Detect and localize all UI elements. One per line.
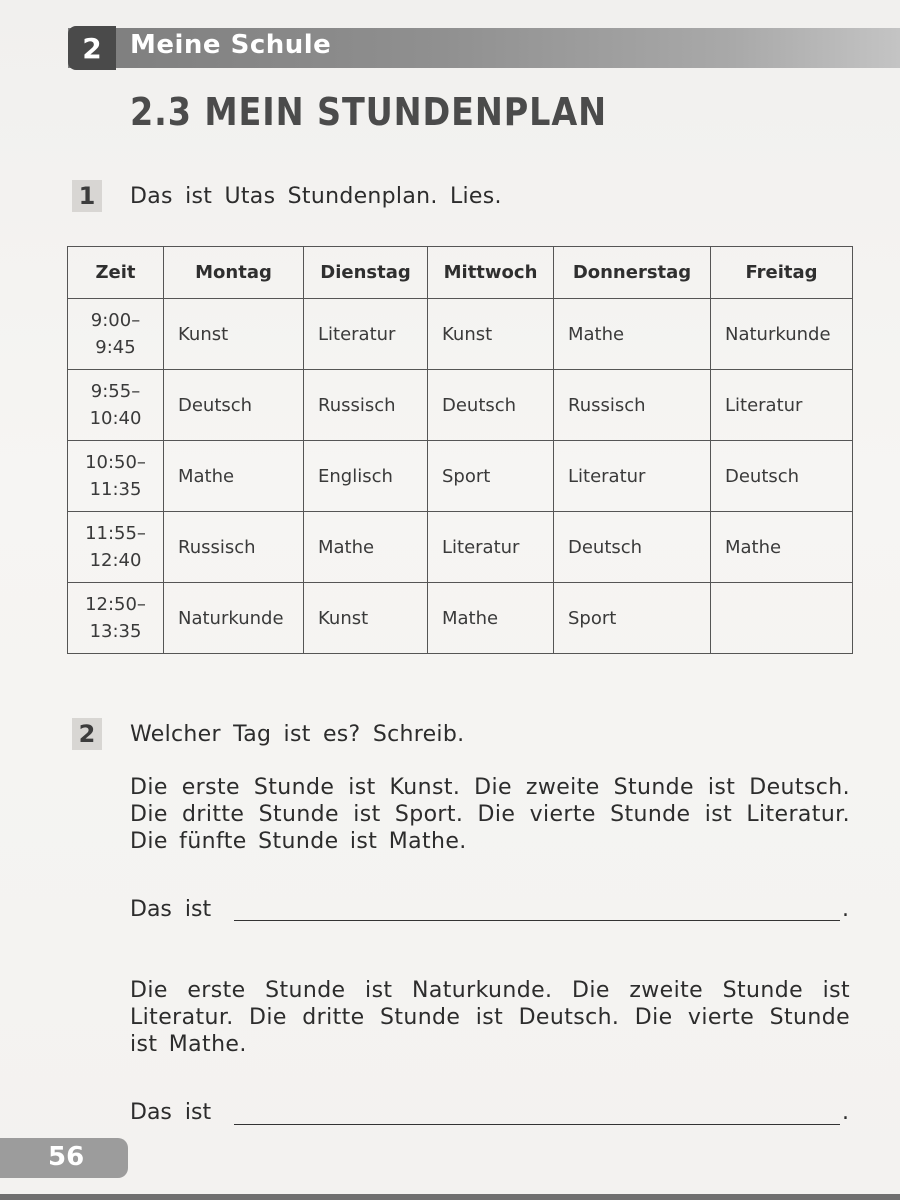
subject-cell: Mathe bbox=[554, 299, 711, 370]
header-zeit: Zeit bbox=[68, 247, 164, 299]
subject-cell: Naturkunde bbox=[164, 583, 304, 654]
chapter-title: Meine Schule bbox=[130, 30, 332, 60]
exercise-2-number: 2 bbox=[72, 718, 102, 750]
exercise-1-instruction: Das ist Utas Stundenplan. Lies. bbox=[130, 184, 502, 209]
subject-cell: Russisch bbox=[554, 370, 711, 441]
subject-cell: Russisch bbox=[304, 370, 428, 441]
table-row bbox=[68, 512, 853, 583]
subject-cell: Kunst bbox=[304, 583, 428, 654]
exercise-2-paragraph-2: Die erste Stunde ist Naturkunde. Die zweite Stunde ist Literatur. Die dritte Stunde ist Deutsch. Die vierte Stunde ist Mathe. bbox=[130, 978, 850, 1057]
answer-1-field[interactable] bbox=[234, 920, 840, 921]
answer-1-period: . bbox=[842, 897, 849, 922]
answer-2-prefix: Das ist bbox=[130, 1100, 212, 1125]
subject-cell: Literatur bbox=[304, 299, 428, 370]
subject-cell: Deutsch bbox=[428, 370, 554, 441]
header-dienstag: Dienstag bbox=[304, 247, 428, 299]
subject-cell: Kunst bbox=[428, 299, 554, 370]
subject-cell: Deutsch bbox=[554, 512, 711, 583]
time-cell: 12:50– 13:35 bbox=[68, 583, 164, 654]
subject-cell: Literatur bbox=[711, 370, 853, 441]
table-row bbox=[68, 583, 853, 654]
subject-cell: Sport bbox=[428, 441, 554, 512]
header-donnerstag: Donnerstag bbox=[554, 247, 711, 299]
answer-1-prefix: Das ist bbox=[130, 897, 212, 922]
subject-cell bbox=[711, 583, 853, 654]
subject-cell: Sport bbox=[554, 583, 711, 654]
subject-cell: Mathe bbox=[164, 441, 304, 512]
subject-cell: Russisch bbox=[164, 512, 304, 583]
exercise-2-instruction: Welcher Tag ist es? Schreib. bbox=[130, 722, 465, 747]
table-row bbox=[68, 370, 853, 441]
subject-cell: Kunst bbox=[164, 299, 304, 370]
subject-cell: Mathe bbox=[304, 512, 428, 583]
time-cell: 9:00– 9:45 bbox=[68, 299, 164, 370]
chapter-number-badge: 2 bbox=[68, 26, 116, 70]
subject-cell: Deutsch bbox=[164, 370, 304, 441]
timetable bbox=[67, 246, 853, 654]
answer-2-period: . bbox=[842, 1100, 849, 1125]
subject-cell: Mathe bbox=[711, 512, 853, 583]
page-number: 56 bbox=[48, 1142, 85, 1172]
answer-2-field[interactable] bbox=[234, 1124, 840, 1125]
table-row bbox=[68, 299, 853, 370]
timetable-header-row bbox=[68, 247, 853, 299]
section-title: 2.3 MEIN STUNDENPLAN bbox=[130, 90, 607, 134]
time-cell: 9:55– 10:40 bbox=[68, 370, 164, 441]
subject-cell: Literatur bbox=[554, 441, 711, 512]
subject-cell: Mathe bbox=[428, 583, 554, 654]
header-freitag: Freitag bbox=[711, 247, 853, 299]
exercise-2-paragraph-1: Die erste Stunde ist Kunst. Die zweite Stunde ist Deutsch. Die dritte Stunde ist Sport. Die vierte Stunde ist Literatur. Die fünfte Stunde ist Mathe. bbox=[130, 775, 850, 854]
header-mittwoch: Mittwoch bbox=[428, 247, 554, 299]
time-cell: 11:55– 12:40 bbox=[68, 512, 164, 583]
header-montag: Montag bbox=[164, 247, 304, 299]
subject-cell: Literatur bbox=[428, 512, 554, 583]
bottom-border bbox=[0, 1194, 900, 1200]
time-cell: 10:50– 11:35 bbox=[68, 441, 164, 512]
subject-cell: Englisch bbox=[304, 441, 428, 512]
subject-cell: Deutsch bbox=[711, 441, 853, 512]
table-row bbox=[68, 441, 853, 512]
subject-cell: Naturkunde bbox=[711, 299, 853, 370]
exercise-1-number: 1 bbox=[72, 180, 102, 212]
